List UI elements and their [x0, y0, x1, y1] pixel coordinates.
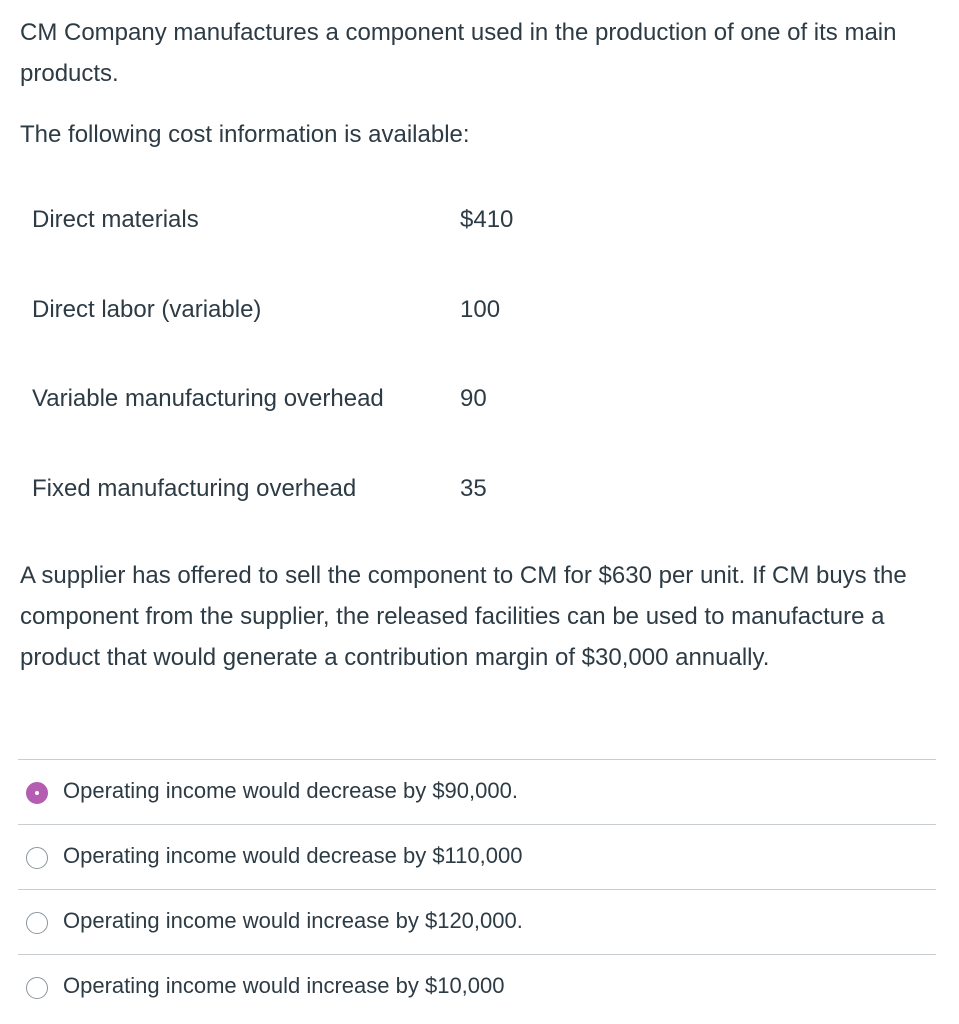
cost-value: 90 — [460, 385, 487, 412]
radio-button[interactable] — [26, 782, 48, 804]
supplier-offer-text: A supplier has offered to sell the component to CM for $630 per unit. If CM buys the component from the supplier, the released facilities can be used to manufacture a product that would generate a contribution margin of $30,000 annually. — [20, 562, 907, 671]
question-intro: CM Company manufactures a component used in the production of one of its main products. — [20, 19, 897, 87]
answer-label[interactable]: Operating income would decrease by $110,000 — [63, 843, 523, 868]
answer-label[interactable]: Operating income would increase by $120,000. — [63, 908, 523, 933]
cost-label: Fixed manufacturing overhead — [32, 474, 357, 502]
radio-button[interactable] — [26, 912, 48, 934]
answer-option-3[interactable] — [18, 889, 936, 954]
answer-label[interactable]: Operating income would increase by $10,000 — [63, 973, 505, 998]
cost-row-fixed-overhead — [32, 469, 552, 559]
answer-option-2[interactable] — [18, 824, 936, 889]
radio-button[interactable] — [26, 847, 48, 869]
radio-button[interactable] — [26, 977, 48, 999]
cost-label: Variable manufacturing overhead — [32, 385, 384, 412]
cost-row-variable-overhead — [32, 379, 552, 469]
cost-row-direct-materials — [32, 200, 552, 290]
cost-label: Direct labor (variable) — [32, 295, 262, 323]
answer-list — [18, 759, 936, 1019]
cost-value: 35 — [460, 474, 487, 502]
cost-info-heading: The following cost information is available: — [20, 121, 470, 148]
answer-option-4[interactable] — [18, 954, 936, 1019]
cost-value: 100 — [460, 295, 501, 323]
cost-row-direct-labor — [32, 290, 552, 380]
answer-label[interactable]: Operating income would decrease by $90,000. — [63, 778, 518, 803]
answer-option-1[interactable] — [18, 759, 936, 824]
cost-label: Direct materials — [32, 206, 199, 233]
cost-value: $410 — [460, 206, 514, 233]
cost-table — [32, 200, 552, 558]
